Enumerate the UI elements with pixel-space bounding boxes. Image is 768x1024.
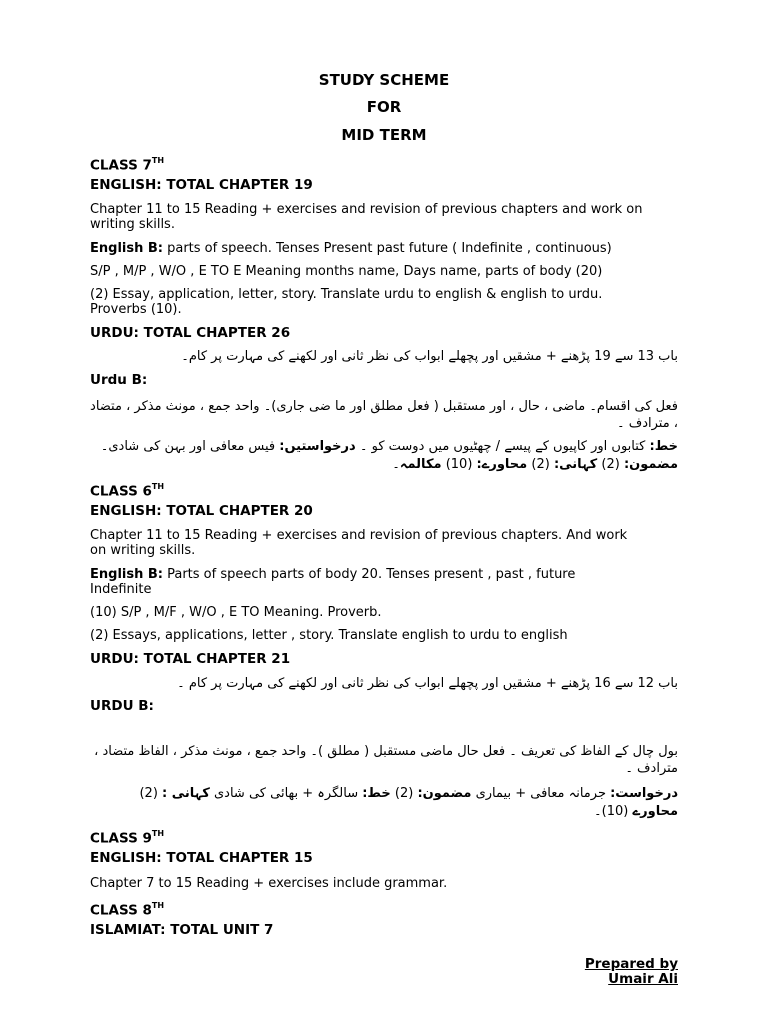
title-line-1: STUDY SCHEME [318, 71, 450, 89]
class-6-urdu-heading: URDU: TOTAL CHAPTER 21 [90, 651, 291, 667]
prepared-by-name: Umair Ali [608, 971, 678, 987]
prepared-by-label: Prepared by [584, 956, 678, 972]
class-6-english-b-line-2: Indefinite [90, 582, 152, 597]
class-7-essay-line-1: (2) Essay, application, letter, story. Translate urdu to english & english to urdu. [90, 287, 603, 302]
title-line-2: FOR [366, 98, 402, 116]
class-7-urdu-b-heading: Urdu B: [90, 372, 148, 388]
class-6-english-line-1: Chapter 11 to 15 Reading + exercises and revision of previous chapters. And work [90, 528, 628, 543]
class-6-english-b: English B: Parts of speech parts of body 20. Tenses present , past , future [90, 567, 576, 582]
class-7-english-heading: ENGLISH: TOTAL CHAPTER 19 [90, 177, 313, 193]
class-7-heading: CLASS 7TH [90, 156, 165, 174]
class-6-urdu-b-writing: درخواست: جرمانہ معافی + بیماری مضمون: (2) خط: سالگرہ + بھائی کی شادی کہانی : (2) محاورے (10)۔ [139, 786, 678, 819]
title-line-3: MID TERM [341, 126, 427, 144]
class-7-essay-line-2: Proverbs (10). [90, 302, 182, 317]
class-7-urdu-heading: URDU: TOTAL CHAPTER 26 [90, 325, 291, 341]
class-9-english-heading: ENGLISH: TOTAL CHAPTER 15 [90, 850, 313, 866]
class-7-english-line-1: Chapter 11 to 15 Reading + exercises and revision of previous chapters and work on [90, 202, 643, 217]
class-9-english-line: Chapter 7 to 15 Reading + exercises include grammar. [90, 876, 448, 891]
class-7-urdu-b-writing: خط: کتابوں اور کاپیوں کے پیسے / چھٹیوں میں دوست کو ۔ درخواستیں: فیس معافی اور بہن کی شادی۔ مضمون: (2) کہانی: (2) محاورے: (10) مکالمہ۔ [100, 439, 678, 472]
class-8-islamiat-heading: ISLAMIAT: TOTAL UNIT 7 [90, 922, 274, 938]
class-6-urdu-b-grammar: بول چال کے الفاظ کی تعریف ۔ فعل حال ماضی مستقبل ( مطلق )۔ واحد جمع ، مونث مذکر ، الفاظ متضاد ، مترادف ۔ [94, 744, 678, 776]
class-7-sp-line: S/P , M/P , W/O , E TO E Meaning months name, Days name, parts of body (20) [90, 264, 603, 279]
class-9-heading: CLASS 9TH [90, 829, 165, 847]
class-7-english-line-2: writing skills. [90, 217, 175, 232]
class-6-essay-line: (2) Essays, applications, letter , story. Translate english to urdu to english [90, 628, 568, 643]
class-6-english-heading: ENGLISH: TOTAL CHAPTER 20 [90, 503, 313, 519]
class-8-heading: CLASS 8TH [90, 901, 165, 919]
class-7-urdu-b-grammar: فعل کی اقسام۔ ماضی ، حال ، اور مستقبل ( فعل مطلق اور ما ضی جاری)۔ واحد جمع ، مونث مذکر ، متضاد ، مترادف ۔ [90, 399, 678, 431]
class-7-urdu-line: باب 13 سے 19 پڑھنے + مشقیں اور پچھلے ابواب کی نظر ثانی اور لکھنے کی مہارت پر کام۔ [181, 349, 678, 364]
class-6-urdu-b-heading: URDU B: [90, 698, 154, 714]
class-7-english-b: English B: parts of speech. Tenses Present past future ( Indefinite , continuous) [90, 241, 612, 256]
class-6-english-line-2: on writing skills. [90, 543, 196, 558]
class-6-sp-line: (10) S/P , M/F , W/O , E TO Meaning. Proverb. [90, 605, 382, 620]
class-6-heading: CLASS 6TH [90, 482, 165, 500]
class-6-urdu-line: باب 12 سے 16 پڑھنے + مشقیں اور پچھلے ابواب کی نظر ثانی اور لکھنے کی مہارت پر کام ۔ [177, 676, 678, 691]
